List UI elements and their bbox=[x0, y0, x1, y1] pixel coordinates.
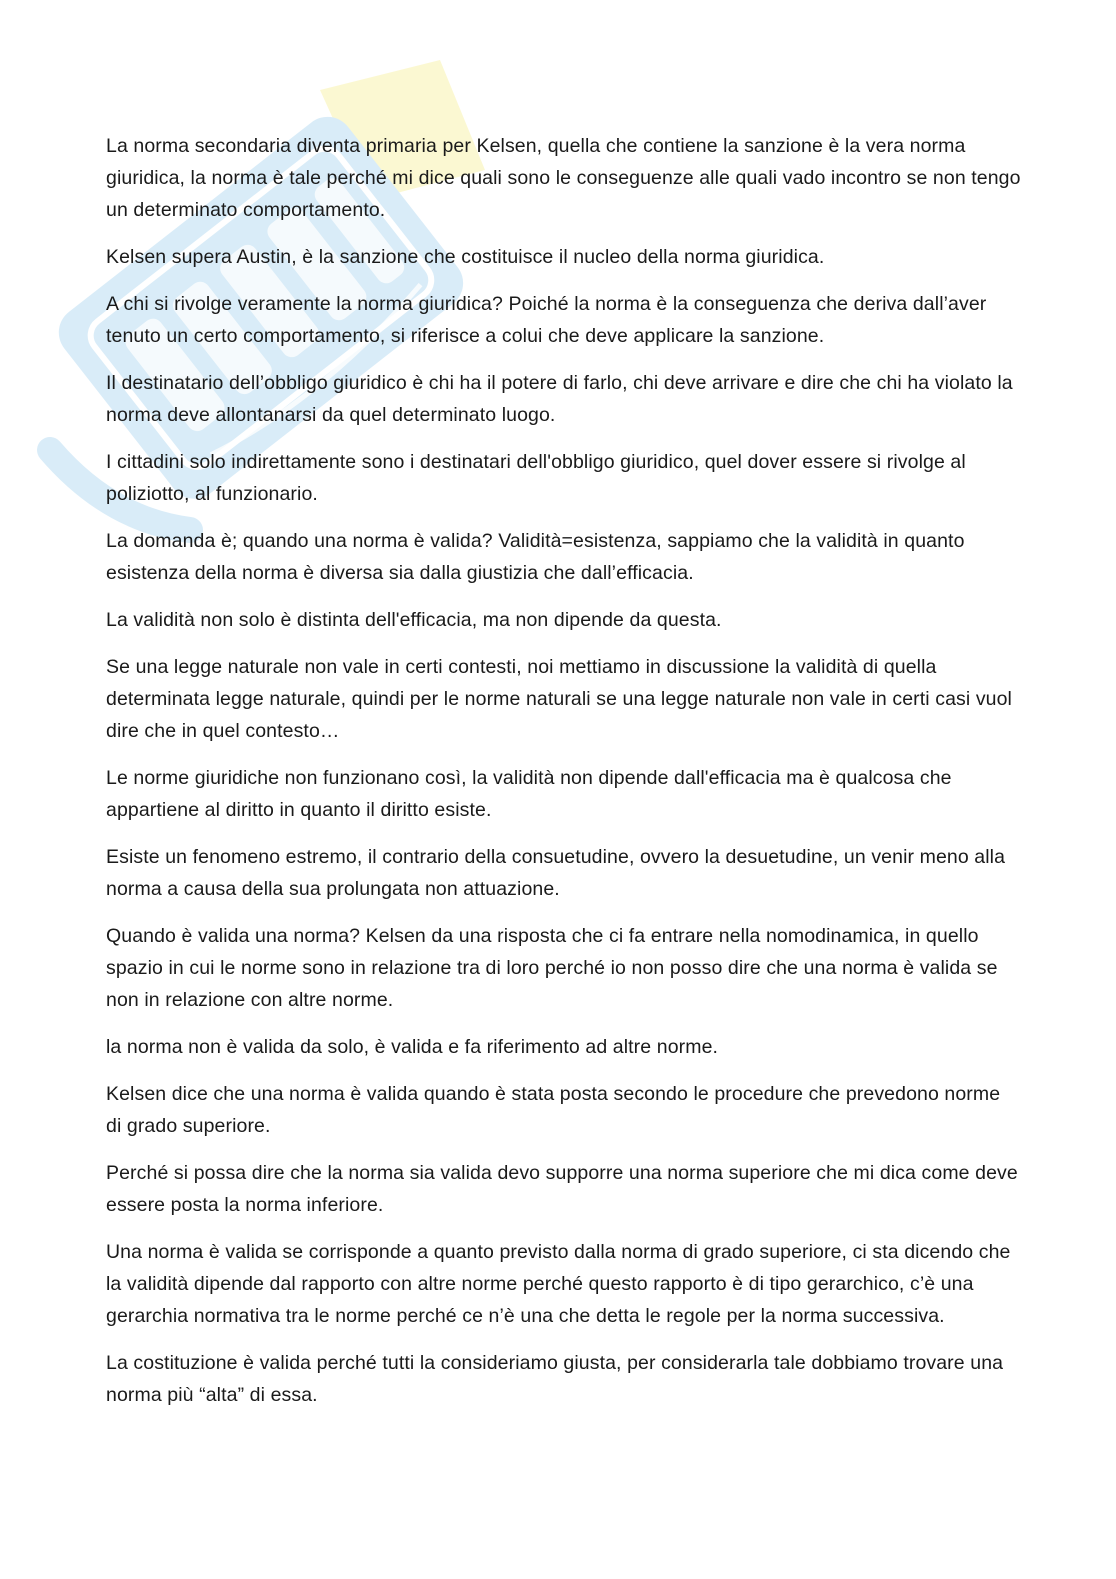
paragraph: I cittadini solo indirettamente sono i destinatari dell'obbligo giuridico, quel dover essere si rivolge al poliziotto, al funzionario. bbox=[106, 451, 966, 505]
paragraph: Una norma è valida se corrisponde a quanto previsto dalla norma di grado superiore, ci sta dicendo che la validità dipende dal rapporto con altre norme perché questo rapporto è di tipo gerarchico, c’è una gerarchia normativa tra le norme perché ce n’è una che detta le regole per la norma successiva. bbox=[106, 1241, 1011, 1327]
paragraph: La domanda è; quando una norma è valida? Validità=esistenza, sappiamo che la validità in quanto esistenza della norma è diversa sia dalla giustizia che dall’efficacia. bbox=[106, 530, 965, 584]
paragraph: Il destinatario dell’obbligo giuridico è chi ha il potere di farlo, chi deve arrivare e dire che chi ha violato la norma deve allontanarsi da quel determinato luogo. bbox=[106, 372, 1013, 426]
paragraph: La costituzione è valida perché tutti la consideriamo giusta, per considerarla tale dobbiamo trovare una norma più “alta” di essa. bbox=[106, 1352, 1004, 1406]
paragraph: Esiste un fenomeno estremo, il contrario della consuetudine, ovvero la desuetudine, un venir meno alla norma a causa della sua prolungata non attuazione. bbox=[106, 846, 1006, 900]
paragraph: Perché si possa dire che la norma sia valida devo supporre una norma superiore che mi dica come deve essere posta la norma inferiore. bbox=[106, 1162, 1018, 1216]
paragraph: Kelsen supera Austin, è la sanzione che costituisce il nucleo della norma giuridica. bbox=[106, 246, 825, 268]
paragraph: La norma secondaria diventa primaria per Kelsen, quella che contiene la sanzione è la vera norma giuridica, la norma è tale perché mi dice quali sono le conseguenze alle quali vado incontro se non tengo un determinato comportamento. bbox=[106, 135, 1021, 221]
paragraph: Se una legge naturale non vale in certi contesti, noi mettiamo in discussione la validità di quella determinata legge naturale, quindi per le norme naturali se una legge naturale non vale in certi casi vuol dire che in quel contesto… bbox=[106, 656, 1012, 742]
paragraph: A chi si rivolge veramente la norma giuridica? Poiché la norma è la conseguenza che deriva dall’aver tenuto un certo comportamento, si riferisce a colui che deve applicare la sanzione. bbox=[106, 293, 987, 347]
document-body bbox=[106, 130, 1021, 1426]
paragraph: Quando è valida una norma? Kelsen da una risposta che ci fa entrare nella nomodinamica, in quello spazio in cui le norme sono in relazione tra di loro perché io non posso dire che una norma è valida se non in relazione con altre norme. bbox=[106, 925, 998, 1011]
paragraph: La validità non solo è distinta dell'efficacia, ma non dipende da questa. bbox=[106, 609, 722, 631]
paragraph: Kelsen dice che una norma è valida quando è stata posta secondo le procedure che prevedono norme di grado superiore. bbox=[106, 1083, 1001, 1137]
paragraph: la norma non è valida da solo, è valida e fa riferimento ad altre norme. bbox=[106, 1036, 719, 1058]
paragraph: Le norme giuridiche non funzionano così, la validità non dipende dall'efficacia ma è qualcosa che appartiene al diritto in quanto il diritto esiste. bbox=[106, 767, 952, 821]
